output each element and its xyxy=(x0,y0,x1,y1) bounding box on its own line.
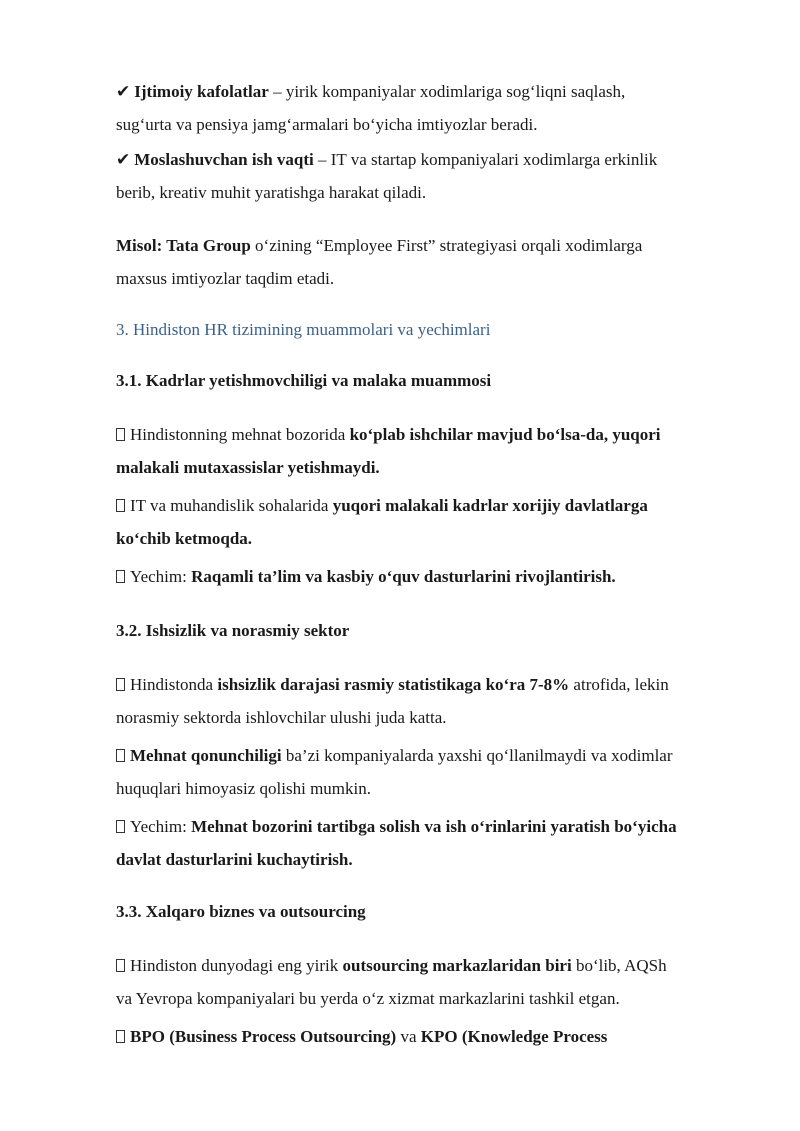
list-item xyxy=(116,1020,756,1053)
item-text: bo‘lib, AQSh xyxy=(571,956,667,975)
list-item xyxy=(116,560,756,593)
item-bold-text: ko‘plab ishchilar mavjud bo‘lsa-da, yuqori xyxy=(349,425,661,444)
benefit-text: – yirik kompaniyalar xodimlariga sog‘liqni saqlash, xyxy=(268,82,626,101)
benefit-flexible-hours xyxy=(116,143,756,176)
subsection-title: 3.1. Kadrlar yetishmovchiligi va malaka muammosi xyxy=(116,371,492,390)
list-item xyxy=(116,418,756,451)
item-text: ba’zi kompaniyalarda yaxshi qo‘llanilmaydi va xodimlar xyxy=(281,746,673,765)
item-text: Hindiston dunyodagi eng yirik xyxy=(130,956,343,975)
list-item xyxy=(116,949,756,982)
example-text: o‘zining “Employee First” strategiyasi orqali xodimlarga xyxy=(250,236,643,255)
box-icon xyxy=(116,428,125,441)
box-icon xyxy=(116,678,125,691)
benefit-social-guarantees xyxy=(116,75,756,108)
list-item-line: va Yevropa kompaniyalari bu yerda o‘z xizmat markazlarini tashkil etgan. xyxy=(116,989,620,1008)
box-icon xyxy=(116,820,125,833)
subsection-title: 3.3. Xalqaro biznes va outsourcing xyxy=(116,902,366,921)
item-bold-text: ishsizlik darajasi rasmiy statistikaga ko‘ra 7-8% xyxy=(217,675,570,694)
item-text: Hindistonda xyxy=(130,675,218,694)
list-item-line: malakali mutaxassislar yetishmaydi. xyxy=(116,458,380,477)
list-item xyxy=(116,489,756,522)
list-item xyxy=(116,810,756,843)
check-icon: ✔ xyxy=(116,82,131,101)
list-item-line: norasmiy sektorda ishlovchilar ulushi juda katta. xyxy=(116,708,447,727)
list-item xyxy=(116,668,756,701)
item-text: atrofida, lekin xyxy=(569,675,669,694)
list-item-line: davlat dasturlarini kuchaytirish. xyxy=(116,850,353,869)
subsection-title: 3.2. Ishsizlik va norasmiy sektor xyxy=(116,621,350,640)
item-text: IT va muhandislik sohalarida xyxy=(130,496,333,515)
item-bold-text: Mehnat bozorini tartibga solish va ish o‘rinlarini yaratish bo‘yicha xyxy=(191,817,677,836)
item-text: va xyxy=(396,1027,421,1046)
box-icon xyxy=(116,1030,125,1043)
check-icon: ✔ xyxy=(116,150,131,169)
box-icon xyxy=(116,499,125,512)
item-text: Hindistonning mehnat bozorida xyxy=(130,425,350,444)
benefit-text: – IT va startap kompaniyalari xodimlarga erkinlik xyxy=(313,150,658,169)
benefit-title: Ijtimoiy kafolatlar xyxy=(134,82,269,101)
list-item-line: huquqlari himoyasiz qolishi mumkin. xyxy=(116,779,371,798)
item-bold-text: yuqori malakali kadrlar xorijiy davlatlarga xyxy=(332,496,648,515)
benefit-text-line: sug‘urta va pensiya jamg‘armalari bo‘yicha imtiyozlar beradi. xyxy=(116,115,538,134)
benefit-title: Moslashuvchan ish vaqti xyxy=(134,150,314,169)
item-bold-text: KPO (Knowledge Process xyxy=(420,1027,608,1046)
item-bold-text: Raqamli ta’lim va kasbiy o‘quv dasturlarini rivojlantirish. xyxy=(191,567,616,586)
example-text-line: maxsus imtiyozlar taqdim etadi. xyxy=(116,269,335,288)
item-bold-text: Mehnat qonunchiligi xyxy=(130,746,282,765)
box-icon xyxy=(116,749,125,762)
benefit-text-line: berib, kreativ muhit yaratishga harakat qiladi. xyxy=(116,183,427,202)
section-heading: 3. Hindiston HR tizimining muammolari va yechimlari xyxy=(116,320,491,339)
item-bold-text: outsourcing markazlaridan biri xyxy=(342,956,572,975)
box-icon xyxy=(116,570,125,583)
item-bold-text: BPO (Business Process Outsourcing) xyxy=(130,1027,397,1046)
example-label: Misol: Tata Group xyxy=(116,236,251,255)
item-text: Yechim: xyxy=(130,817,192,836)
box-icon xyxy=(116,959,125,972)
list-item-line: ko‘chib ketmoqda. xyxy=(116,529,253,548)
list-item xyxy=(116,739,756,772)
item-text: Yechim: xyxy=(130,567,192,586)
example-paragraph xyxy=(116,229,756,262)
